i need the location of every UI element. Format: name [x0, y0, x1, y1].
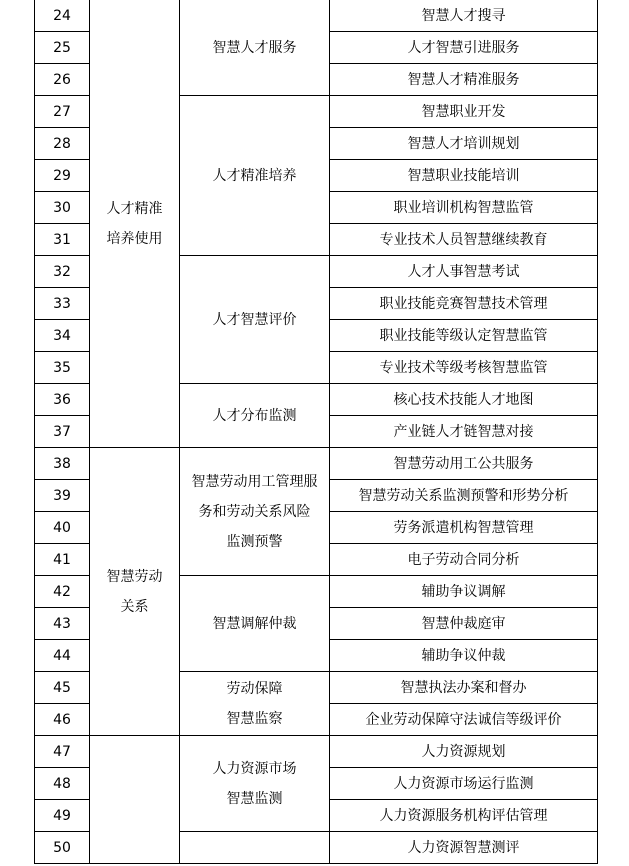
item-cell: 职业培训机构智慧监管 — [330, 192, 598, 224]
row-number: 30 — [35, 192, 90, 224]
item-cell: 专业技术人员智慧继续教育 — [330, 224, 598, 256]
item-cell: 智慧执法办案和督办 — [330, 672, 598, 704]
row-number: 26 — [35, 64, 90, 96]
row-number: 34 — [35, 320, 90, 352]
subcategory-talent-distribution: 人才分布监测 — [180, 384, 330, 448]
row-number: 37 — [35, 416, 90, 448]
subcategory-talent-evaluation: 人才智慧评价 — [180, 256, 330, 384]
subcategory-hr-market: 人力资源市场 智慧监测 — [180, 736, 330, 832]
item-cell: 智慧职业技能培训 — [330, 160, 598, 192]
row-number: 33 — [35, 288, 90, 320]
row-number: 24 — [35, 0, 90, 32]
item-cell: 劳务派遣机构智慧管理 — [330, 512, 598, 544]
item-cell: 智慧仲裁庭审 — [330, 608, 598, 640]
row-number: 44 — [35, 640, 90, 672]
row-number: 40 — [35, 512, 90, 544]
item-cell: 企业劳动保障守法诚信等级评价 — [330, 704, 598, 736]
item-cell: 智慧人才搜寻 — [330, 0, 598, 32]
row-number: 25 — [35, 32, 90, 64]
row-number: 48 — [35, 768, 90, 800]
row-number: 39 — [35, 480, 90, 512]
subcategory-labor-management: 智慧劳动用工管理服 务和劳动关系风险 监测预警 — [180, 448, 330, 576]
item-cell: 人才人事智慧考试 — [330, 256, 598, 288]
item-cell: 职业技能等级认定智慧监管 — [330, 320, 598, 352]
category-labor-relations: 智慧劳动 关系 — [90, 448, 180, 736]
item-cell: 人力资源服务机构评估管理 — [330, 800, 598, 832]
subcategory-talent-training: 人才精准培养 — [180, 96, 330, 256]
item-cell: 人力资源规划 — [330, 736, 598, 768]
row-number: 27 — [35, 96, 90, 128]
row-number: 35 — [35, 352, 90, 384]
row-number: 41 — [35, 544, 90, 576]
item-cell: 人才智慧引进服务 — [330, 32, 598, 64]
row-number: 45 — [35, 672, 90, 704]
row-number: 43 — [35, 608, 90, 640]
item-cell: 职业技能竞赛智慧技术管理 — [330, 288, 598, 320]
row-number: 32 — [35, 256, 90, 288]
table-row — [35, 0, 598, 32]
item-cell: 智慧劳动用工公共服务 — [330, 448, 598, 480]
subcategory-mediation: 智慧调解仲裁 — [180, 576, 330, 672]
item-cell: 智慧职业开发 — [330, 96, 598, 128]
row-number: 31 — [35, 224, 90, 256]
subcategory-talent-service: 智慧人才服务 — [180, 0, 330, 96]
row-number: 47 — [35, 736, 90, 768]
row-number: 50 — [35, 832, 90, 864]
subcategory-labor-supervision: 劳动保障 智慧监察 — [180, 672, 330, 736]
item-cell: 专业技术等级考核智慧监管 — [330, 352, 598, 384]
item-cell: 辅助争议仲裁 — [330, 640, 598, 672]
row-number: 36 — [35, 384, 90, 416]
item-cell: 电子劳动合同分析 — [330, 544, 598, 576]
item-cell: 智慧劳动关系监测预警和形势分析 — [330, 480, 598, 512]
item-cell: 人力资源市场运行监测 — [330, 768, 598, 800]
item-cell: 智慧人才培训规划 — [330, 128, 598, 160]
item-cell: 人力资源智慧测评 — [330, 832, 598, 864]
item-cell: 产业链人才链智慧对接 — [330, 416, 598, 448]
row-number: 46 — [35, 704, 90, 736]
category-hr-market — [90, 736, 180, 864]
item-cell: 辅助争议调解 — [330, 576, 598, 608]
table-row — [35, 736, 598, 768]
policy-table — [34, 0, 598, 864]
category-talent-cultivation: 人才精准 培养使用 — [90, 0, 180, 448]
row-number: 49 — [35, 800, 90, 832]
row-number: 42 — [35, 576, 90, 608]
table-row — [35, 448, 598, 480]
subcategory-next — [180, 832, 330, 864]
item-cell: 核心技术技能人才地图 — [330, 384, 598, 416]
row-number: 38 — [35, 448, 90, 480]
row-number: 29 — [35, 160, 90, 192]
item-cell: 智慧人才精准服务 — [330, 64, 598, 96]
row-number: 28 — [35, 128, 90, 160]
